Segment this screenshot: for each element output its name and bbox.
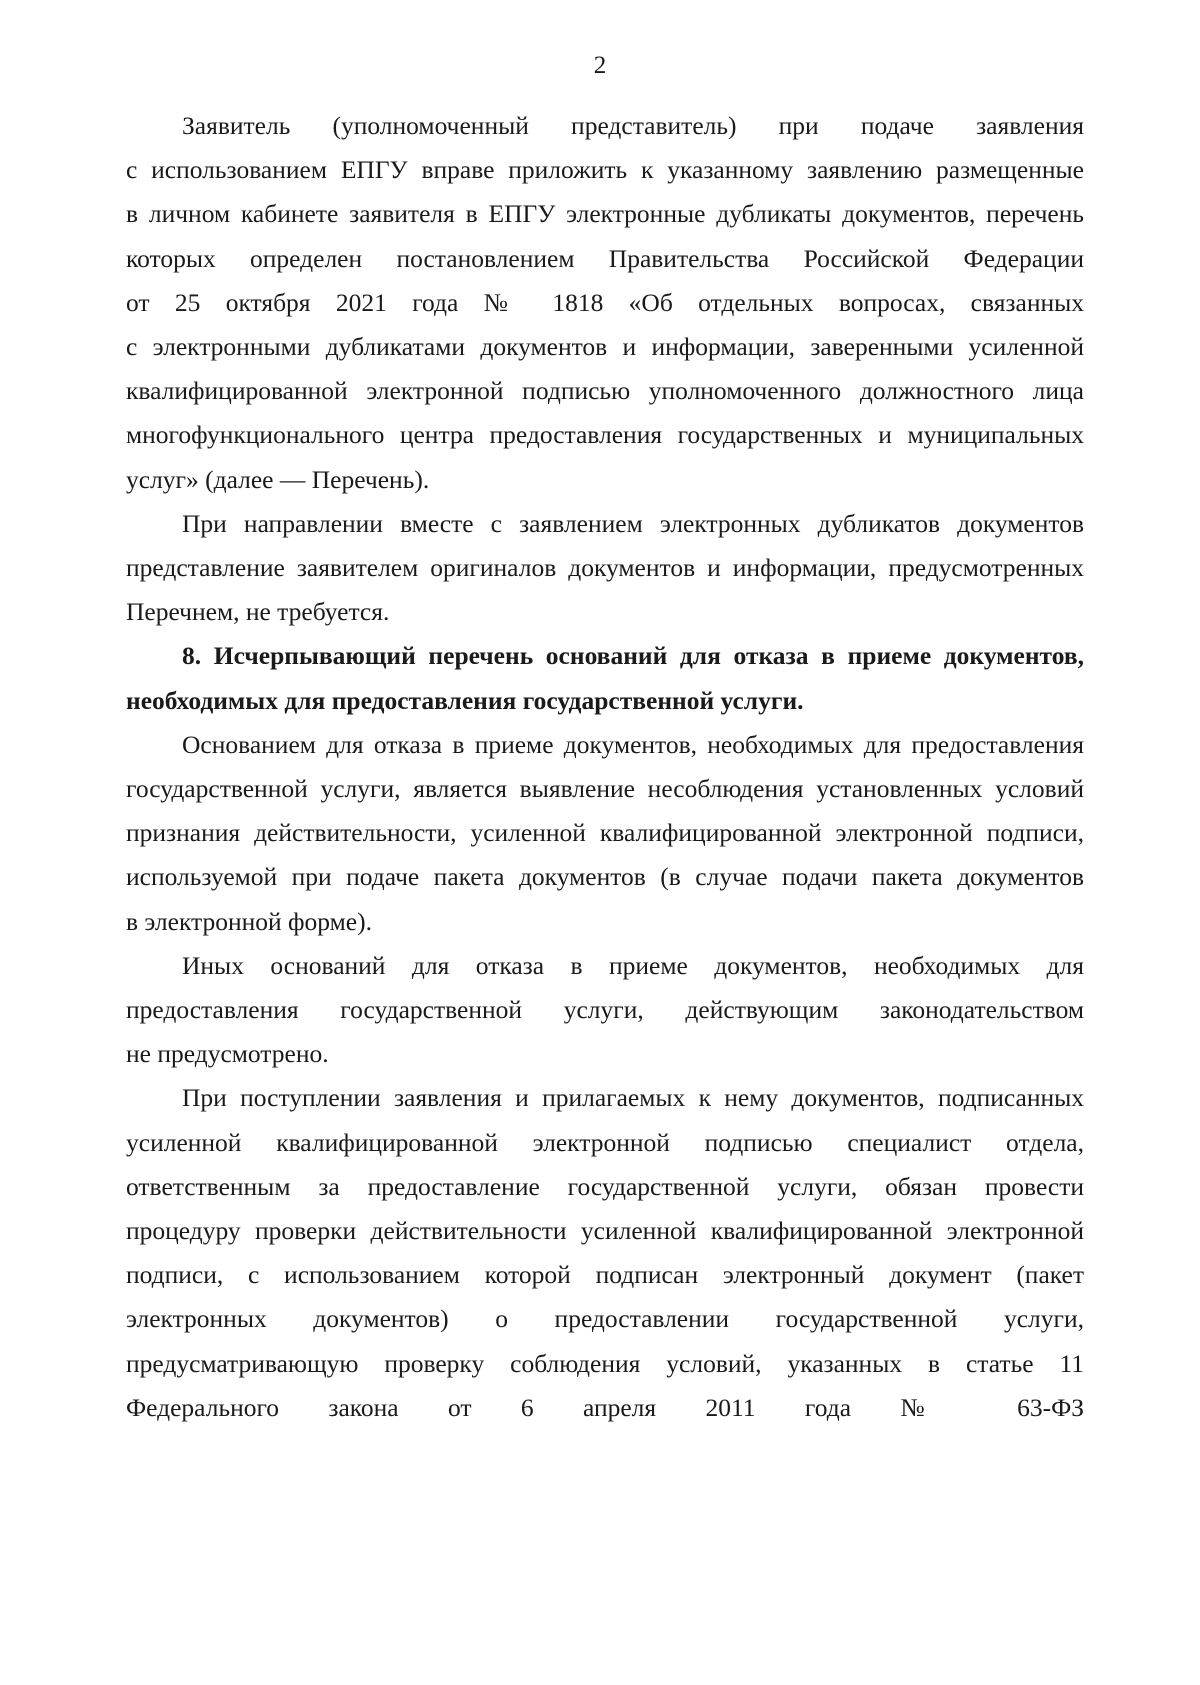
paragraph (126, 944, 1084, 1077)
document-body (126, 104, 1084, 1430)
text-line: представление заявителем оригиналов документов и информации, предусмотренных (126, 553, 1084, 583)
text-line: При поступлении заявления и прилагаемых к нему документов, подписанных (182, 1083, 1084, 1113)
text-line: усиленной квалифицированной электронной подписью специалист отдела, (126, 1127, 1084, 1157)
text-line: в электронной форме). (126, 906, 372, 936)
paragraph (126, 1076, 1084, 1430)
text-line: Основанием для отказа в приеме документов, необходимых для предоставления (182, 729, 1084, 759)
text-line: многофункционального центра предоставления государственных и муниципальных (126, 420, 1084, 450)
text-line: ответственным за предоставление государственной услуги, обязан провести (126, 1171, 1084, 1201)
text-line: используемой при подаче пакета документов (в случае подачи пакета документов (126, 862, 1084, 892)
paragraph (126, 723, 1084, 944)
text-line: не предусмотрено. (126, 1039, 329, 1069)
text-line: с электронными дубликатами документов и информации, заверенными усиленной (126, 332, 1084, 362)
paragraph (126, 104, 1084, 502)
text-line: предусматривающую проверку соблюдения условий, указанных в статье 11 (126, 1348, 1084, 1378)
text-line: квалифицированной электронной подписью уполномоченного должностного лица (126, 376, 1084, 406)
paragraph (126, 502, 1084, 635)
text-line: Перечнем, не требуется. (126, 597, 390, 627)
text-line: с использованием ЕПГУ вправе приложить к указанному заявлению размещенные (126, 155, 1084, 185)
text-line: предоставления государственной услуги, действующим законодательством (126, 995, 1084, 1025)
text-line: Заявитель (уполномоченный представитель) при подаче заявления (182, 111, 1084, 140)
text-line: подписи, с использованием которой подписан электронный документ (пакет (126, 1260, 1084, 1290)
section-heading (126, 634, 1084, 722)
text-line: в личном кабинете заявителя в ЕПГУ электронные дубликаты документов, перечень (126, 199, 1084, 229)
text-line: Иных оснований для отказа в приеме документов, необходимых для (182, 950, 1084, 980)
text-line: электронных документов) о предоставлении государственной услуги, (126, 1304, 1084, 1334)
page-number: 2 (593, 52, 607, 79)
text-line: признания действительности, усиленной квалифицированной электронной подписи, (126, 818, 1084, 848)
text-line: 8. Исчерпывающий перечень оснований для отказа в приеме документов, (182, 641, 1084, 671)
text-line: необходимых для предоставления государственной услуги. (126, 685, 804, 715)
text-line: Федерального закона от 6 апреля 2011 года № 63-ФЗ (126, 1392, 1084, 1422)
text-line: государственной услуги, является выявление несоблюдения установленных условий (126, 774, 1084, 804)
text-line: от 25 октября 2021 года № 1818 «Об отдельных вопросах, связанных (126, 287, 1084, 317)
text-line: При направлении вместе с заявлением электронных дубликатов документов (182, 508, 1084, 538)
text-line: процедуру проверки действительности усиленной квалифицированной электронной (126, 1216, 1084, 1246)
text-line: услуг» (далее — Перечень). (126, 464, 430, 494)
text-line: которых определен постановлением Правительства Российской Федерации (126, 243, 1084, 273)
